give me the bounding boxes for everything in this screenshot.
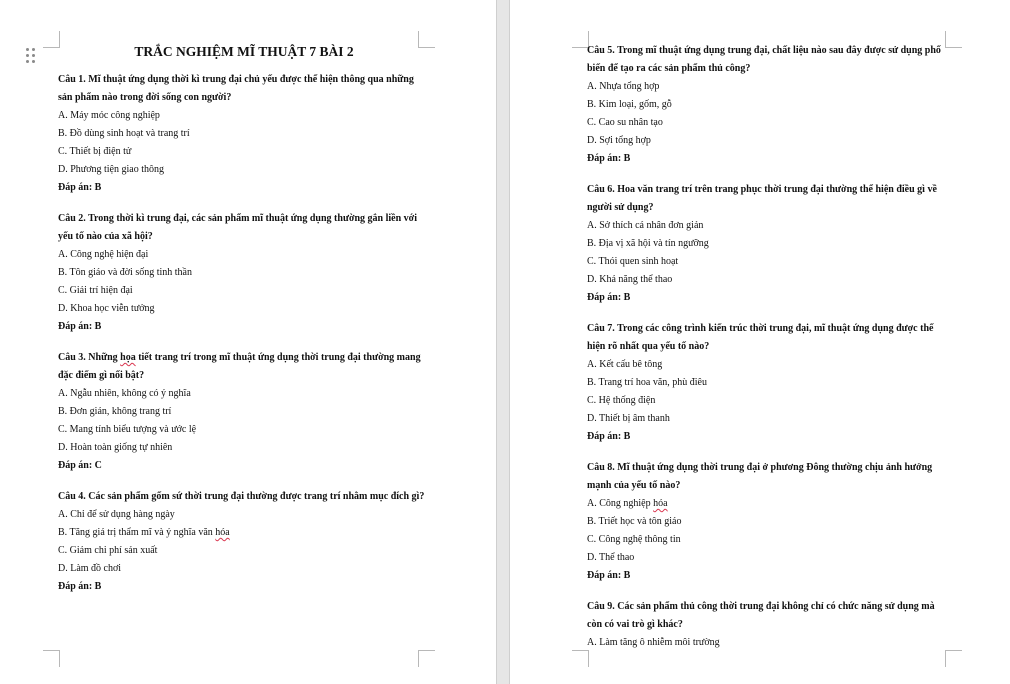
answer-option: D. Sợi tổng hợp	[587, 135, 651, 146]
answer-option: D. Phương tiện giao thông	[58, 164, 164, 175]
answer-option: C. Giảm chi phí sản xuất	[58, 545, 158, 556]
spellcheck-underline: hóa	[653, 498, 668, 509]
question-text: Câu 5. Trong mĩ thuật ứng dụng trung đại, chất liệu nào sau đây được sử dụng phổ biến để tạo ra các sản phẩm thủ công?	[587, 45, 941, 74]
answer-option: D. Làm đồ chơi	[58, 563, 122, 574]
correct-answer: Đáp án: B	[58, 182, 102, 193]
answer-option: A. Làm tăng ô nhiễm môi trường	[587, 637, 720, 648]
question-block	[58, 71, 430, 197]
answer-option: C. Cao su nhân tạo	[587, 117, 663, 128]
question-list-left	[58, 71, 430, 596]
question-text: Câu 3. Những họa tiết trang trí trong mĩ thuật ứng dụng thời trung đại thường mang đặc điểm gì nổi bật?	[58, 352, 421, 381]
answer-option: A. Ngẫu nhiên, không có ý nghĩa	[58, 388, 191, 399]
question-block	[587, 598, 952, 652]
answer-option: B. Đơn giản, không trang trí	[58, 406, 172, 417]
document-title: TRẮC NGHIỆM MĨ THUẬT 7 BÀI 2	[134, 44, 354, 59]
move-handle-icon[interactable]	[26, 48, 36, 64]
answer-option: A. Công nghệ hiện đại	[58, 249, 149, 260]
question-text: Câu 6. Hoa văn trang trí trên trang phục thời trung đại thường thể hiện điều gì về người sử dụng?	[587, 184, 937, 213]
question-block	[58, 488, 430, 596]
margin-corner-bottom-right	[418, 650, 435, 667]
question-block	[587, 42, 952, 168]
question-block	[58, 349, 430, 475]
question-block	[587, 320, 952, 446]
answer-option: D. Thể thao	[587, 552, 635, 563]
answer-option: C. Thói quen sinh hoạt	[587, 256, 679, 267]
correct-answer: Đáp án: B	[587, 292, 631, 303]
answer-option: A. Công nghiệp hóa	[587, 498, 668, 509]
question-block	[587, 181, 952, 307]
answer-option: B. Kim loại, gốm, gỗ	[587, 99, 672, 110]
question-text: Câu 4. Các sản phẩm gốm sứ thời trung đại thường được trang trí nhằm mục đích gì?	[58, 491, 425, 502]
answer-option: B. Tôn giáo và đời sống tinh thần	[58, 267, 192, 278]
answer-option: A. Chỉ để sử dụng hàng ngày	[58, 509, 175, 520]
answer-option: A. Nhựa tổng hợp	[587, 81, 660, 92]
correct-answer: Đáp án: B	[58, 581, 102, 592]
answer-option: D. Khoa học viễn tưởng	[58, 303, 155, 314]
correct-answer: Đáp án: B	[58, 321, 102, 332]
document-page-right	[510, 0, 1010, 684]
question-block	[58, 210, 430, 336]
spellcheck-underline: họa	[120, 352, 136, 363]
correct-answer: Đáp án: C	[58, 460, 102, 471]
answer-option: A. Sở thích cá nhân đơn giản	[587, 220, 704, 231]
answer-option: D. Thiết bị âm thanh	[587, 413, 670, 424]
question-text: Câu 7. Trong các công trình kiến trúc thời trung đại, mĩ thuật ứng dụng được thể hiện rõ nhất qua yếu tố nào?	[587, 323, 934, 352]
page-content-left[interactable]	[58, 43, 430, 609]
question-list-right	[587, 42, 952, 652]
answer-option: B. Đồ dùng sinh hoạt và trang trí	[58, 128, 190, 139]
question-text: Câu 8. Mĩ thuật ứng dụng thời trung đại ở phương Đông thường chịu ảnh hưởng mạnh của yếu tố nào?	[587, 462, 933, 491]
answer-option: B. Tăng giá trị thẩm mĩ và ý nghĩa văn hóa	[58, 527, 230, 538]
answer-option: B. Triết học và tôn giáo	[587, 516, 682, 527]
question-block	[587, 459, 952, 585]
correct-answer: Đáp án: B	[587, 431, 631, 442]
answer-option: A. Kết cấu bê tông	[587, 359, 663, 370]
answer-option: B. Trang trí hoa văn, phù điêu	[587, 377, 707, 388]
question-text: Câu 9. Các sản phẩm thủ công thời trung đại không chỉ có chức năng sử dụng mà còn có vai trò gì khác?	[587, 601, 935, 630]
page-gap	[496, 0, 510, 684]
spellcheck-underline: hóa	[215, 527, 230, 538]
answer-option: C. Mang tính biểu tượng và ước lệ	[58, 424, 197, 435]
answer-option: C. Công nghệ thông tin	[587, 534, 681, 545]
correct-answer: Đáp án: B	[587, 570, 631, 581]
answer-option: D. Hoàn toàn giống tự nhiên	[58, 442, 173, 453]
correct-answer: Đáp án: B	[587, 153, 631, 164]
question-text: Câu 2. Trong thời kì trung đại, các sản phẩm mĩ thuật ứng dụng thường gắn liền với yếu tố nào của xã hội?	[58, 213, 417, 242]
answer-option: A. Máy móc công nghiệp	[58, 110, 160, 121]
margin-corner-bottom-left	[43, 650, 60, 667]
page-content-right[interactable]	[587, 42, 952, 665]
answer-option: D. Khả năng thể thao	[587, 274, 673, 285]
answer-option: C. Giải trí hiện đại	[58, 285, 133, 296]
answer-option: B. Địa vị xã hội và tín ngưỡng	[587, 238, 709, 249]
answer-option: C. Hệ thống điện	[587, 395, 656, 406]
question-text: Câu 1. Mĩ thuật ứng dụng thời kì trung đại chủ yếu được thể hiện thông qua những sản phẩm nào trong đời sống con người?	[58, 74, 414, 103]
document-page-left	[0, 0, 496, 684]
answer-option: C. Thiết bị điện tử	[58, 146, 132, 157]
